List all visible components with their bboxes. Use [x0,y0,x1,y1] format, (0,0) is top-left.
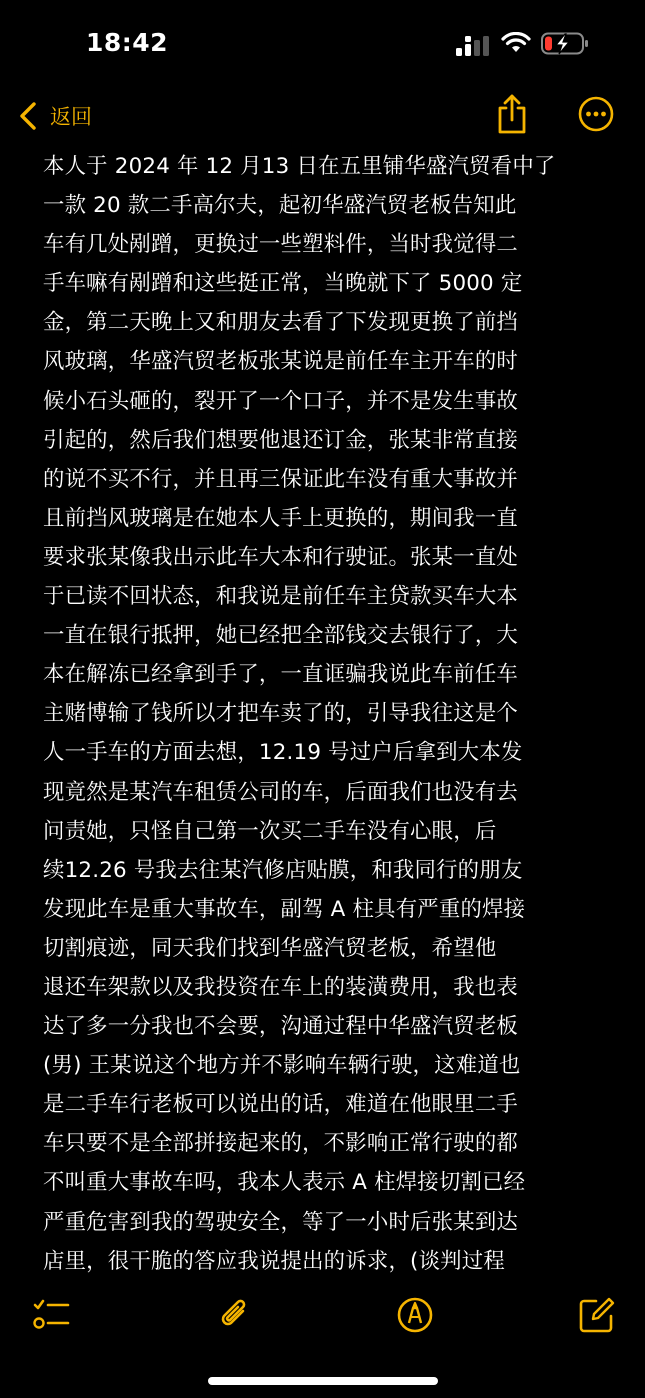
bottom-toolbar [0,1288,645,1342]
note-line: 候小石头砸的，裂开了一个口子，并不是发生事故 [43,388,518,414]
compose-icon [578,1296,616,1334]
markup-pen-icon [396,1296,434,1334]
chevron-left-icon [18,101,38,131]
note-line: 金，第二天晚上又和朋友去看了下发现更换了前挡 [43,310,518,336]
more-options-icon[interactable] [578,96,614,132]
note-line: 一款 20 款二手高尔夫，起初华盛汽贸老板告知此 [43,193,517,219]
note-line: 一直在银行抵押，她已经把全部钱交去银行了，大 [43,623,518,649]
note-line: 发现此车是重大事故车，副驾 A 柱具有严重的焊接 [43,896,526,922]
note-line: 且前挡风玻璃是在她本人手上更换的，期间我一直 [43,505,518,531]
checklist-button[interactable] [32,1296,70,1334]
back-label: 返回 [50,105,92,129]
cellular-signal-icon [456,36,490,56]
home-indicator[interactable] [208,1377,438,1385]
paperclip-icon [216,1296,254,1334]
note-line: 本人于 2024 年 12 月13 日在五里铺华盛汽贸看中了 [43,154,556,179]
compose-button[interactable] [578,1296,616,1334]
note-line: 车只要不是全部拼接起来的，不影响正常行驶的都 [43,1131,518,1157]
note-body[interactable] [43,147,613,1277]
note-line: 切割痕迹，同天我们找到华盛汽贸老板，希望他 [43,935,497,961]
note-line: 的说不买不行，并且再三保证此车没有重大事故并 [43,466,518,492]
markup-button[interactable] [396,1296,434,1334]
note-line: 不叫重大事故车吗，我本人表示 A 柱焊接切割已经 [43,1170,526,1196]
status-bar [0,0,645,88]
note-line: 是二手车行老板可以说出的话，难道在他眼里二手 [43,1092,518,1118]
back-button[interactable] [18,98,92,134]
note-line: (男) 王某说这个地方并不影响车辆行驶，这难道也 [43,1053,521,1079]
note-line: 现竟然是某汽车租赁公司的车，后面我们也没有去 [43,779,518,805]
note-line: 要求张某像我出示此车大本和行驶证。张某一直处 [43,544,518,570]
nav-bar [0,88,645,144]
note-line: 车有几处剐蹭，更换过一些塑料件，当时我觉得二 [43,232,518,258]
attach-button[interactable] [216,1296,254,1334]
note-line: 严重危害到我的驾驶安全，等了一小时后张某到达 [43,1209,518,1235]
wifi-icon [501,32,531,54]
note-line: 问责她，只怪自己第一次买二手车没有心眼，后 [43,818,497,844]
note-line: 风玻璃，华盛汽贸老板张某说是前任车主开车的时 [43,349,518,375]
share-icon[interactable] [496,94,528,134]
battery-charging-icon [541,32,589,55]
note-line: 于已读不回状态，和我说是前任车主贷款买车大本 [43,584,518,610]
note-line: 人一手车的方面去想，12.19 号过户后拿到大本发 [43,740,523,766]
note-line: 达了多一分我也不会要，沟通过程中华盛汽贸老板 [43,1014,518,1040]
status-time: 18:42 [86,28,169,57]
note-line: 退还车架款以及我投资在车上的装潢费用，我也表 [43,974,518,1000]
checklist-icon [32,1296,70,1334]
note-line: 引起的，然后我们想要他退还订金，张某非常直接 [43,427,518,453]
note-line: 续12.26 号我去往某汽修店贴膜，和我同行的朋友 [43,857,523,883]
note-line: 本在解冻已经拿到手了，一直诓骗我说此车前任车 [43,662,518,688]
note-line: 店里，很干脆的答应我说提出的诉求，(谈判过程 [43,1248,505,1274]
note-line: 手车嘛有剐蹭和这些挺正常，当晚就下了 5000 定 [43,271,523,297]
note-line: 主赌博输了钱所以才把车卖了的，引导我往这是个 [43,701,518,727]
